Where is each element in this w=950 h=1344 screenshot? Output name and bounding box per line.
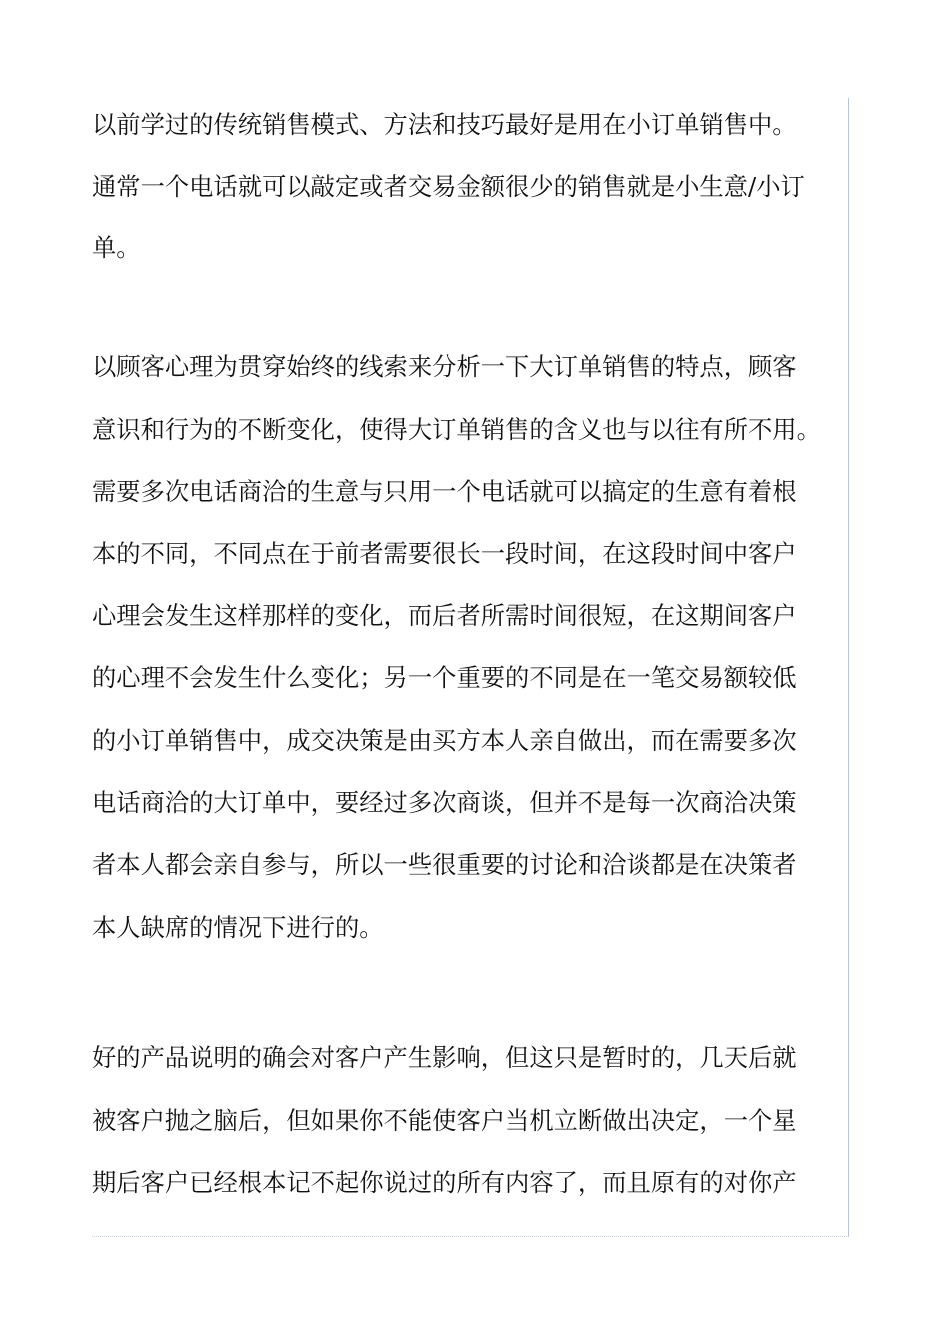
paragraph-2-line-10: 本人缺席的情况下进行的。 — [92, 913, 384, 942]
paragraph-2-line-8: 电话商洽的大订单中，要经过多次商谈，但并不是每一次商洽决策 — [92, 788, 797, 817]
paragraph-2-line-1: 以顾客心理为贯穿始终的线索来分析一下大订单销售的特点，顾客 — [92, 352, 797, 381]
paragraph-3-line-2: 被客户抛之脑后，但如果你不能使客户当机立断做出决定，一个星 — [92, 1106, 797, 1135]
paragraph-1-line-1: 以前学过的传统销售模式、方法和技巧最好是用在小订单销售中。 — [92, 110, 797, 139]
paragraph-3-line-3: 期后客户已经根本记不起你说过的所有内容了，而且原有的对你产 — [92, 1168, 797, 1197]
paragraph-1-line-2: 通常一个电话就可以敲定或者交易金额很少的销售就是小生意/小订 — [92, 172, 805, 201]
paragraph-3-line-1: 好的产品说明的确会对客户产生影响，但这只是暂时的，几天后就 — [92, 1043, 797, 1072]
paragraph-2-line-3: 需要多次电话商洽的生意与只用一个电话就可以搞定的生意有着根 — [92, 477, 797, 506]
paragraph-2-line-9: 者本人都会亲自参与，所以一些很重要的讨论和洽谈都是在决策者 — [92, 850, 797, 879]
paragraph-2-line-7: 的小订单销售中，成交决策是由买方本人亲自做出，而在需要多次 — [92, 726, 797, 755]
paragraph-1-line-3: 单。 — [92, 233, 141, 262]
paragraph-2-line-4: 本的不同，不同点在于前者需要很长一段时间，在这段时间中客户 — [92, 539, 797, 568]
bottom-margin-guide — [92, 1236, 849, 1237]
paragraph-2-line-6: 的心理不会发生什么变化；另一个重要的不同是在一笔交易额较低 — [92, 663, 797, 692]
paragraph-2-line-2: 意识和行为的不断变化，使得大订单销售的含义也与以往有所不用。 — [92, 415, 821, 444]
paragraph-2-line-5: 心理会发生这样那样的变化，而后者所需时间很短，在这期间客户 — [92, 601, 797, 630]
